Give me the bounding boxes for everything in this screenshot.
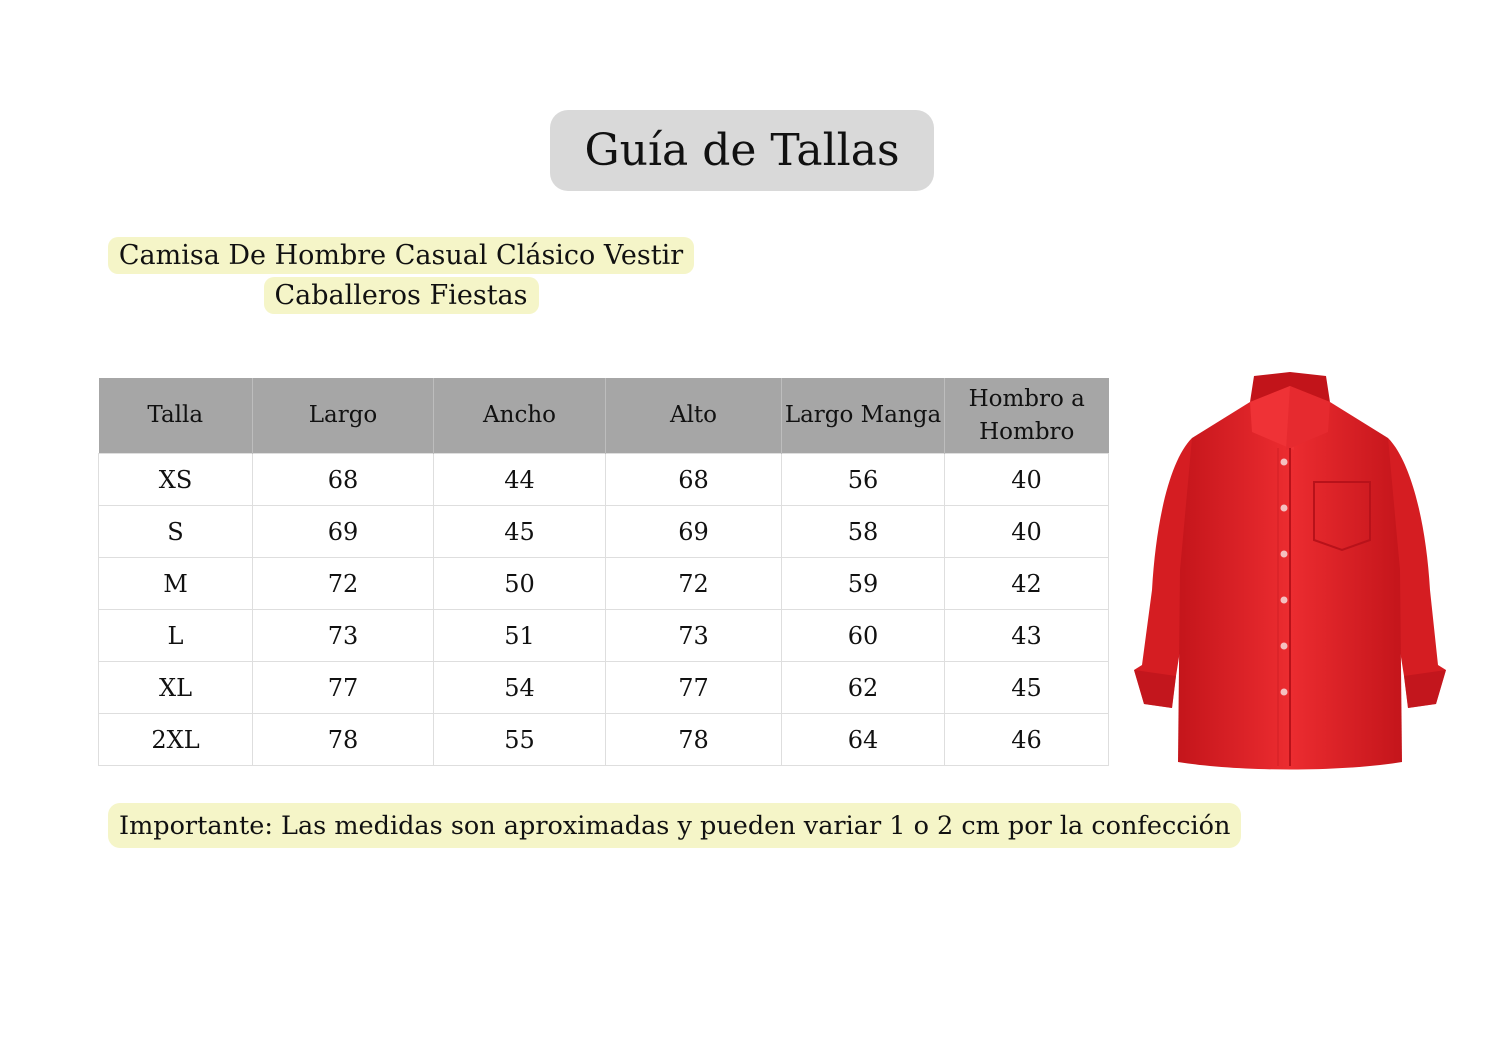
cell-hombro: 40 (945, 454, 1109, 506)
table-row (99, 610, 1109, 662)
cell-alto: 68 (606, 454, 782, 506)
cell-largo-manga: 60 (782, 610, 945, 662)
table-row (99, 714, 1109, 766)
cell-talla: XS (99, 454, 253, 506)
cell-largo-manga: 62 (782, 662, 945, 714)
cell-largo: 72 (253, 558, 434, 610)
cell-hombro: 45 (945, 662, 1109, 714)
table-row (99, 558, 1109, 610)
cell-hombro: 42 (945, 558, 1109, 610)
table-row (99, 454, 1109, 506)
cell-talla: 2XL (99, 714, 253, 766)
page-title: Guía de Tallas (550, 110, 934, 191)
cell-alto: 72 (606, 558, 782, 610)
table-row (99, 506, 1109, 558)
cell-alto: 69 (606, 506, 782, 558)
cell-hombro: 43 (945, 610, 1109, 662)
cell-largo-manga: 64 (782, 714, 945, 766)
important-note: Importante: Las medidas son aproximadas y pueden variar 1 o 2 cm por la confección (108, 803, 1241, 848)
cell-ancho: 54 (434, 662, 606, 714)
cell-hombro: 40 (945, 506, 1109, 558)
cell-talla: M (99, 558, 253, 610)
cell-hombro: 46 (945, 714, 1109, 766)
red-dress-shirt-icon (1130, 370, 1450, 772)
cell-ancho: 44 (434, 454, 606, 506)
table-header-row (99, 378, 1109, 454)
cell-ancho: 50 (434, 558, 606, 610)
cell-largo: 77 (253, 662, 434, 714)
cell-talla: L (99, 610, 253, 662)
cell-ancho: 45 (434, 506, 606, 558)
product-title-line-1: Camisa De Hombre Casual Clásico Vestir (108, 237, 694, 274)
cell-ancho: 51 (434, 610, 606, 662)
cell-largo: 78 (253, 714, 434, 766)
cell-ancho: 55 (434, 714, 606, 766)
product-title (100, 236, 702, 316)
cell-largo-manga: 58 (782, 506, 945, 558)
cell-largo-manga: 56 (782, 454, 945, 506)
cell-largo: 69 (253, 506, 434, 558)
cell-talla: XL (99, 662, 253, 714)
cell-talla: S (99, 506, 253, 558)
cell-largo: 68 (253, 454, 434, 506)
table-row (99, 662, 1109, 714)
cell-alto: 78 (606, 714, 782, 766)
cell-largo-manga: 59 (782, 558, 945, 610)
cell-largo: 73 (253, 610, 434, 662)
header-hombro-a-hombro: Hombro a Hombro (945, 378, 1109, 454)
header-alto: Alto (606, 378, 782, 454)
size-table (98, 378, 1109, 766)
product-title-line-2: Caballeros Fiestas (264, 277, 539, 314)
cell-alto: 77 (606, 662, 782, 714)
header-largo-manga: Largo Manga (782, 378, 945, 454)
cell-alto: 73 (606, 610, 782, 662)
header-talla: Talla (99, 378, 253, 454)
header-ancho: Ancho (434, 378, 606, 454)
header-largo: Largo (253, 378, 434, 454)
